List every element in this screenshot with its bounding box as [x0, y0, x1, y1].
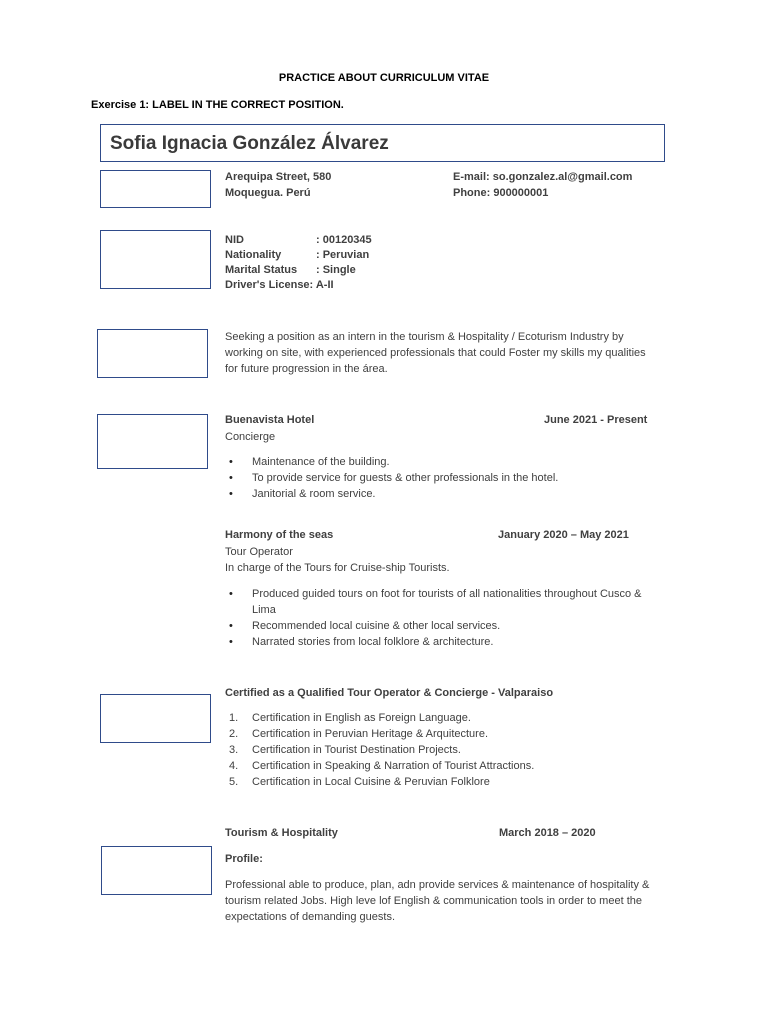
contact-city: Moquegua. Perú: [225, 187, 311, 199]
list-text: Certification in English as Foreign Language.: [252, 712, 471, 724]
personal-key: NID: [225, 234, 244, 246]
experience-2-description: In charge of the Tours for Cruise-ship Tourists.: [225, 562, 450, 574]
contact-email: E-mail: so.gonzalez.al@gmail.com: [453, 171, 633, 183]
list-item: • Produced guided tours on foot for tourists of all nationalities throughout Cusco & Lima: [225, 586, 647, 618]
list-number: 2.: [229, 728, 239, 740]
label-box-education[interactable]: [101, 846, 212, 895]
label-box-personal[interactable]: [100, 230, 211, 289]
list-item: [225, 758, 534, 774]
education-field: Tourism & Hospitality: [225, 827, 338, 839]
personal-value: : 00120345: [316, 234, 372, 246]
list-number: 1.: [229, 712, 239, 724]
personal-value: : Peruvian: [316, 249, 370, 261]
list-number: 5.: [229, 776, 239, 788]
label-box-experience[interactable]: [97, 414, 208, 469]
label-box-contact[interactable]: [100, 170, 211, 208]
list-text: Certification in Tourist Destination Projects.: [252, 744, 461, 756]
list-number: 3.: [229, 744, 239, 756]
experience-1-role: Concierge: [225, 431, 276, 443]
list-item: [225, 742, 534, 758]
label-box-certifications[interactable]: [100, 694, 211, 743]
list-item: • To provide service for guests & other professionals in the hotel.: [225, 470, 647, 486]
certifications-heading: Certified as a Qualified Tour Operator & Concierge - Valparaiso: [225, 687, 554, 699]
label-box-objective[interactable]: [97, 329, 208, 378]
personal-section: [225, 233, 372, 293]
personal-key: Nationality: [225, 249, 282, 261]
candidate-name: Sofia Ignacia González Álvarez: [110, 133, 389, 154]
personal-row-nationality: [225, 248, 372, 263]
name-box: [100, 124, 665, 162]
personal-key: Marital Status: [225, 264, 298, 276]
experience-2-duties: [225, 586, 647, 650]
list-item: • Maintenance of the building.: [225, 454, 647, 470]
list-item: • Janitorial & room service.: [225, 486, 647, 502]
contact-street: Arequipa Street, 580: [225, 171, 332, 183]
personal-row-nid: [225, 233, 372, 248]
personal-value: : Single: [316, 264, 356, 276]
experience-1-dates: June 2021 - Present: [544, 414, 648, 426]
contact-phone: Phone: 900000001: [453, 187, 549, 199]
experience-2-company: Harmony of the seas: [225, 529, 334, 541]
experience-1-duties: [225, 454, 647, 502]
list-text: Certification in Speaking & Narration of Tourist Attractions.: [252, 760, 535, 772]
certifications-list: [225, 710, 534, 790]
profile-label: Profile:: [225, 853, 263, 865]
list-text: Certification in Peruvian Heritage & Arquitecture.: [252, 728, 489, 740]
contact-section: [225, 169, 331, 201]
education-dates: March 2018 – 2020: [499, 827, 596, 839]
list-item: • Narrated stories from local folklore & architecture.: [225, 634, 647, 650]
drivers-license: Driver's License: A-II: [225, 279, 334, 291]
page-title: PRACTICE ABOUT CURRICULUM VITAE: [278, 72, 490, 84]
list-text: Certification in Local Cuisine & Peruvian Folklore: [252, 776, 490, 788]
objective-text: Seeking a position as an intern in the tourism & Hospitality / Ecoturism Industry by working on site, with experienced professionals that could Foster my skills my qualities for future progression in the área.: [225, 331, 646, 375]
experience-2-dates: January 2020 – May 2021: [498, 529, 629, 541]
profile-text: Professional able to produce, plan, adn provide services & maintenance of hospitality & tourism related Jobs. High leve lof English & communication tools in order to meet the expectations of demanding guests.: [225, 879, 650, 923]
list-item: • Recommended local cuisine & other local services.: [225, 618, 647, 634]
list-item: [225, 710, 534, 726]
personal-row-marital: [225, 263, 372, 278]
contact-details: [453, 169, 632, 201]
list-item: [225, 774, 534, 790]
exercise-instruction: Exercise 1: LABEL IN THE CORRECT POSITION.: [91, 99, 344, 111]
list-number: 4.: [229, 760, 239, 772]
experience-1-company: Buenavista Hotel: [225, 414, 315, 426]
experience-2-role: Tour Operator: [225, 546, 293, 558]
list-item: [225, 726, 534, 742]
